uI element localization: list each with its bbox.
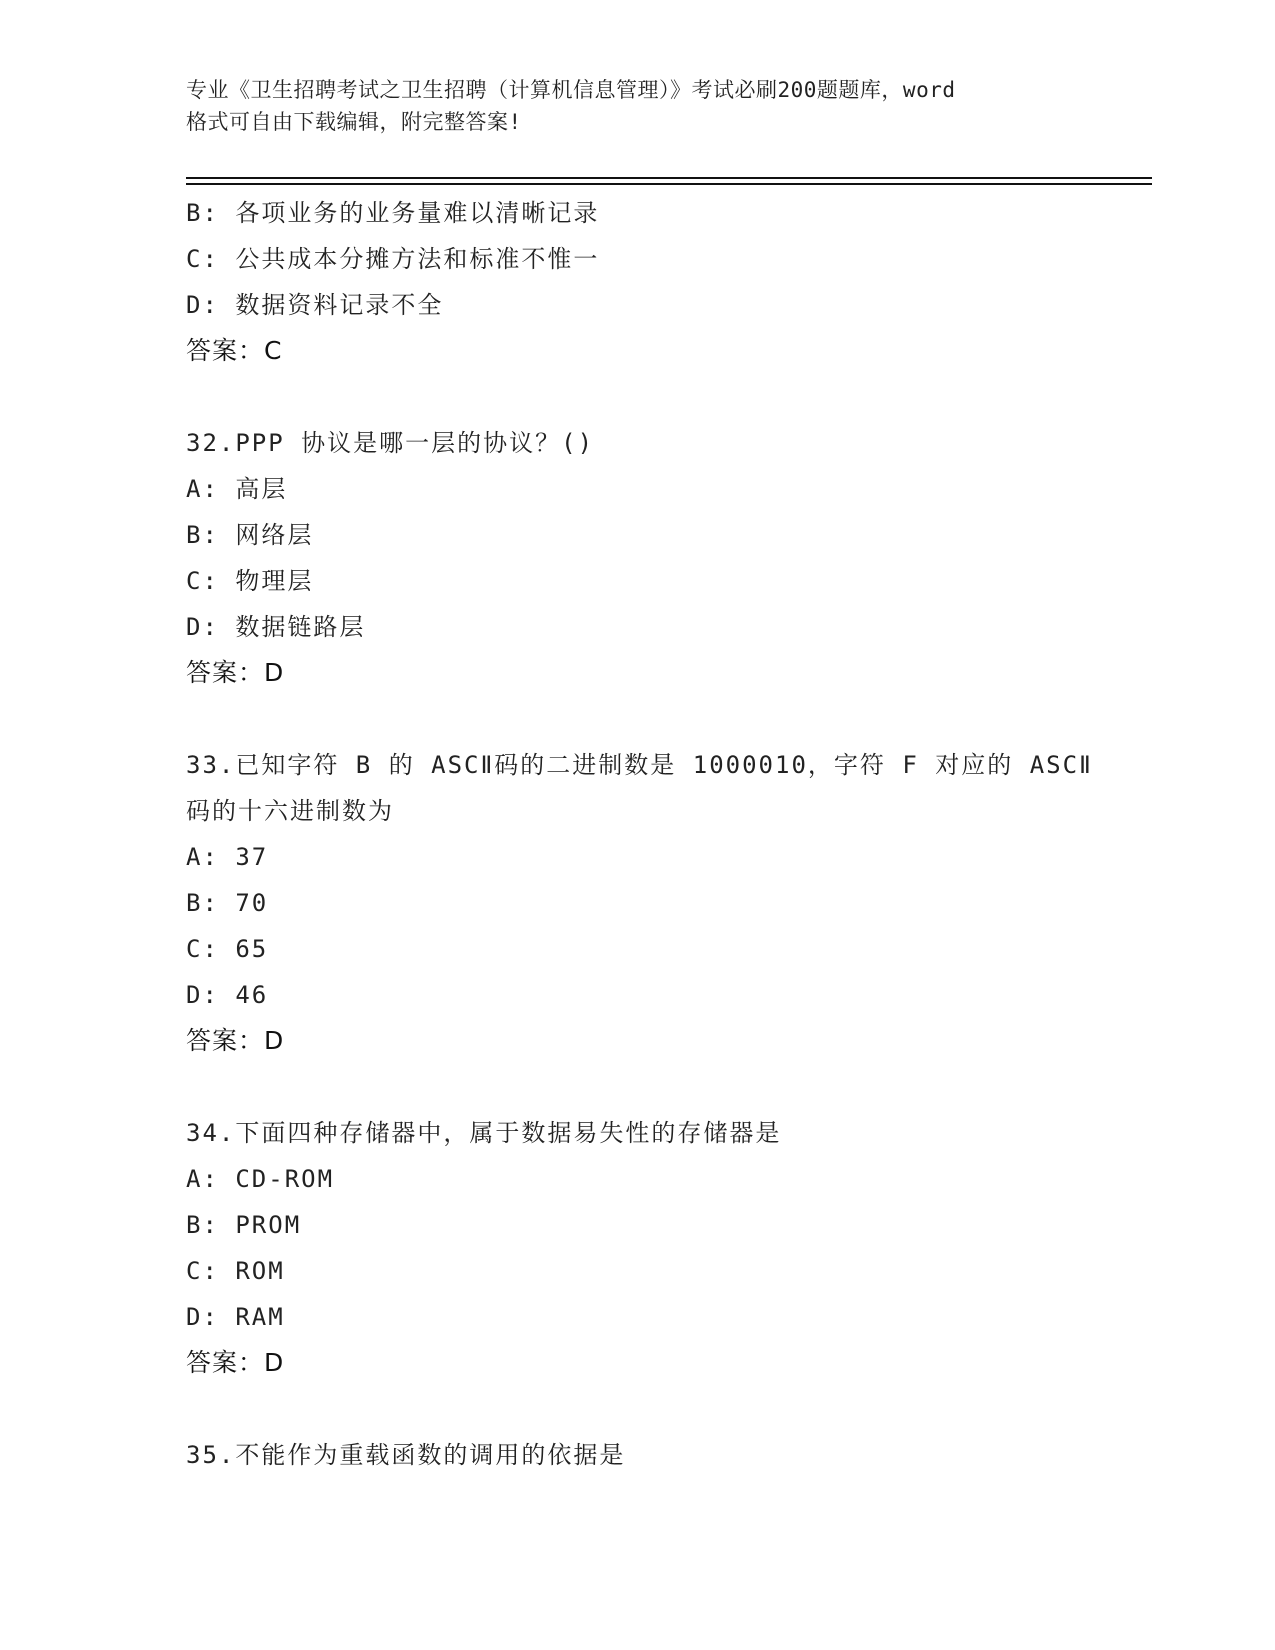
option-d: D: 数据链路层: [186, 613, 366, 641]
option-b: B: 网络层: [186, 521, 314, 549]
question-33: [186, 742, 1093, 1064]
option-d: D: RAM: [186, 1303, 285, 1331]
question-stem: 33.已知字符 B 的 ASCⅡ码的二进制数是 1000010，字符 F 对应的 ASCⅡ: [186, 751, 1093, 779]
answer-line: 答案：D: [186, 1348, 285, 1377]
spacer: [186, 696, 1086, 742]
question-list: [186, 190, 1093, 1478]
spacer: [186, 374, 1086, 420]
question-stem: 32.PPP 协议是哪一层的协议？(): [186, 429, 595, 457]
question-35: [186, 1432, 1086, 1478]
answer-line: 答案：D: [186, 1026, 285, 1055]
option-c: C: 公共成本分摊方法和标准不惟一: [186, 245, 600, 273]
question-31-continued: [186, 190, 1086, 374]
spacer: [186, 1064, 1086, 1110]
question-32: [186, 420, 1086, 696]
question-stem: 34.下面四种存储器中，属于数据易失性的存储器是: [186, 1119, 782, 1147]
question-stem-continued: 码的十六进制数为: [186, 797, 394, 825]
option-c: C: ROM: [186, 1257, 285, 1285]
option-d: D: 数据资料记录不全: [186, 291, 444, 319]
spacer: [186, 1386, 1086, 1432]
option-b: B: 各项业务的业务量难以清晰记录: [186, 199, 600, 227]
question-stem: 35.不能作为重载函数的调用的依据是: [186, 1441, 626, 1469]
option-c: C: 物理层: [186, 567, 314, 595]
option-a: A: CD-ROM: [186, 1165, 335, 1193]
document-header: [186, 74, 1086, 138]
header-divider-bottom: [186, 183, 1152, 185]
option-b: B: PROM: [186, 1211, 302, 1239]
answer-line: 答案：C: [186, 336, 283, 365]
header-title-line-2: 格式可自由下载编辑，附完整答案!: [186, 110, 522, 134]
option-c: C: 65: [186, 935, 269, 963]
option-d: D: 46: [186, 981, 269, 1009]
option-a: A: 37: [186, 843, 269, 871]
answer-line: 答案：D: [186, 658, 285, 687]
option-a: A: 高层: [186, 475, 288, 503]
question-34: [186, 1110, 1086, 1386]
header-title-line-1: 专业《卫生招聘考试之卫生招聘（计算机信息管理）》考试必刷200题题库，word: [186, 78, 956, 102]
header-divider-top: [186, 177, 1152, 179]
option-b: B: 70: [186, 889, 269, 917]
